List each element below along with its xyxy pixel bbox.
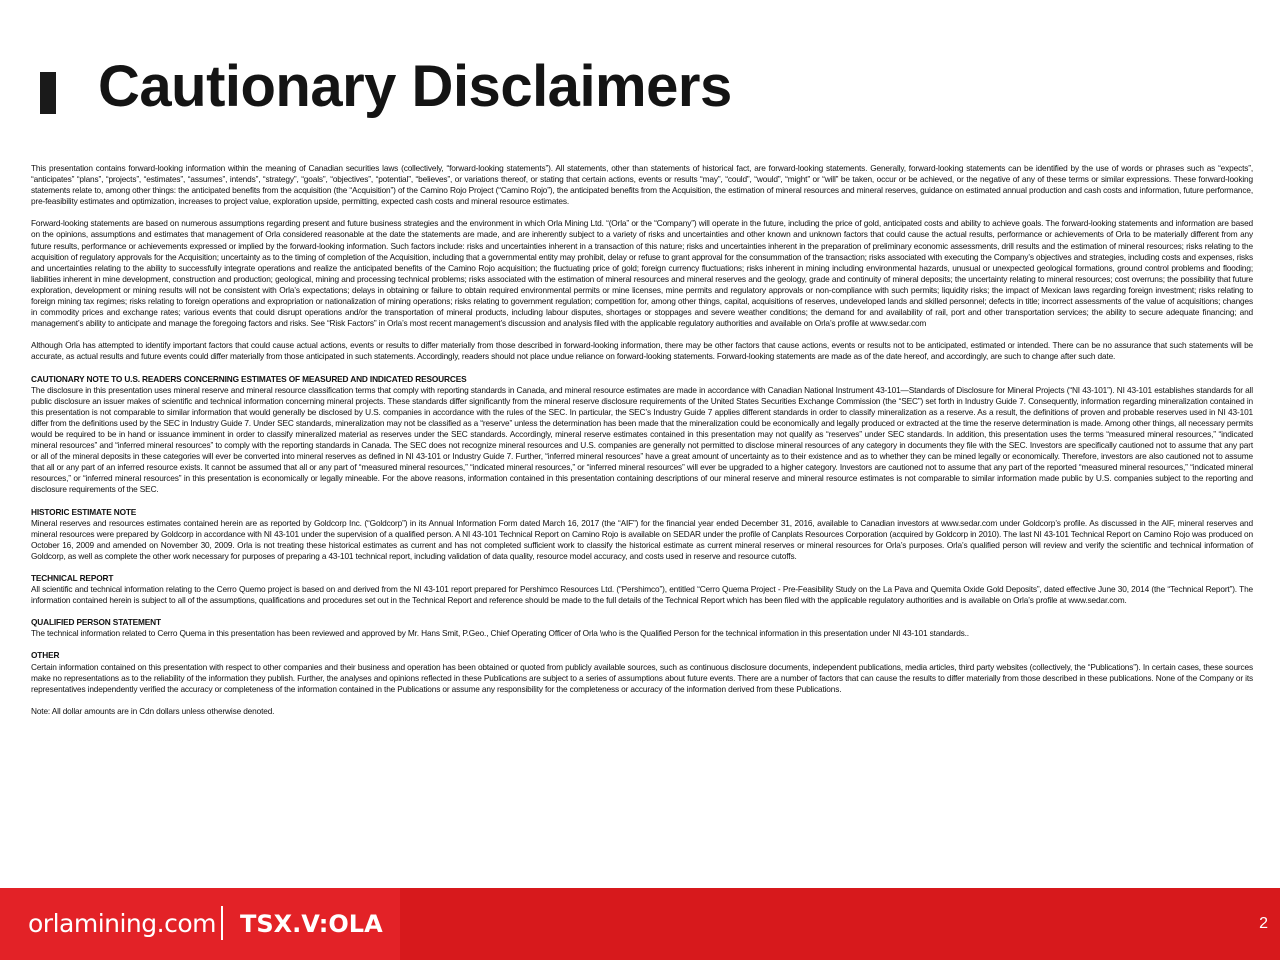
qualified-person-heading: QUALIFIED PERSON STATEMENT — [31, 617, 161, 628]
us-readers-heading: CAUTIONARY NOTE TO U.S. READERS CONCERNING ESTIMATES OF MEASURED AND INDICATED RESOURCES — [31, 373, 467, 384]
footer-bar — [0, 888, 1280, 960]
other-heading: OTHER — [31, 650, 60, 661]
currency-note: Note: All dollar amounts are in Cdn dollars unless otherwise denoted. — [31, 705, 275, 716]
page-title: Cautionary Disclaimers — [98, 54, 732, 119]
forward-looking-paragraph-1: This presentation contains forward-looking information within the meaning of Canadian securities laws (collectively, “forward-looking statements”). All statements, other than statements of historical fact, are forward-looking statements. Generally, forward-looking statements can be identified by the use of words or phrases such as “expects”, “anticipates” “plans”, “projects”, “estimates”, “assumes”, intends”, “strategy”, “goals”, “objectives”, “potential”, “believes”, or variations thereof, or stating that certain actions, events or results “may”, “could”, “would”, “might” or “will” be taken, occur or be achieved, or the negative of any of these terms or similar expressions. These forward-looking statements relate to, among other things: the anticipated benefits from the acquisition (the “Acquisition”) of the Camino Rojo Project (“Camino Rojo”), the anticipated benefits from the Acquisition, the estimation of mineral resources and mineral reserves, guidance on estimated annual production and cash costs and information, future performance, pre-feasibility estimates and optimization, increases to project value, exploration upside, permitting, expected cash costs and mineral resource estimates. — [31, 163, 1253, 207]
footer-website: orlamining.com — [28, 909, 216, 938]
technical-report-paragraph: All scientific and technical information relating to the Cerro Quemo project is based on and derived from the NI 43-101 report prepared for Pershimco Resources Ltd. (“Pershimco”), entitled “Cerro Quema Project - Pre-Feasibility Study on the La Pava and Quemita Oxide Gold Deposits”, dated effective June 30, 2014 (the “Technical Report”). The information contained herein is subject to all of the assumptions, qualifications and procedures set out in the Technical Report and reference should be made to the full details of the Technical Report which has been filed with the applicable regulatory authorities and is available on Orla’s profile at www.sedar.com. — [31, 584, 1253, 606]
us-readers-paragraph: The disclosure in this presentation uses mineral reserve and mineral resource classification terms that comply with reporting standards in Canada, and mineral resource estimates are made in accordance with Canadian National Instrument 43-101—Standards of Disclosure for Mineral Projects (“NI 43-101”). NI 43-101 establishes standards for all public disclosure an issuer makes of scientific and technical information concerning mineral projects. These standards differ significantly from the mineral reserve disclosure requirements of the United States Securities Exchange Commission (the “SEC”) set forth in Industry Guide 7. Consequently, information regarding mineralization contained in this presentation is not comparable to similar information that would generally be disclosed by U.S. companies in accordance with the rules of the SEC. In particular, the SEC’s Industry Guide 7 applies different standards in order to classify mineralization as a reserve. As a result, the definitions of proven and probable reserves used in NI 43-101 differ from the definitions used by the SEC in Industry Guide 7. Under SEC standards, mineralization may not be classified as a “reserve” unless the determination has been made that the mineralization could be economically and legally produced or extracted at the time the reserve determination is made. Among other things, all necessary permits would be required to be in hand or issuance imminent in order to classify mineralized material as reserves under the SEC standards. Accordingly, mineral reserve estimates contained in this presentation may not qualify as “reserves” under SEC standards. In addition, this presentation uses the terms “measured mineral resources,” “indicated mineral resources” and “inferred mineral resources” to comply with the reporting standards in Canada. The SEC does not recognize mineral resources and U.S. companies are generally not permitted to disclose mineral resources of any category in documents they file with the SEC. Investors are specifically cautioned not to assume that any part or all of the mineral deposits in these categories will ever be converted into mineral reserves as defined in NI 43-101 or Industry Guide 7. Further, “inferred mineral resources” have a great amount of uncertainty as to their existence and as to whether they can be mined legally or economically. Therefore, investors are also cautioned not to assume that all or any part of an inferred resource exists. It cannot be assumed that all or any part of “measured mineral resources,” “indicated mineral resources,” or “inferred mineral resources” will ever be upgraded to a higher category. Investors are cautioned not to assume that any part of the reported “measured mineral resources,” “indicated mineral resources,” or “inferred mineral resources” in this presentation is economically or legally mineable. For the above reasons, information contained in this presentation containing descriptions of our mineral reserve and mineral resource estimates is not comparable to similar information made public by U.S. companies subject to the reporting and disclosure requirements of the SEC. — [31, 384, 1253, 495]
technical-report-heading: TECHNICAL REPORT — [31, 573, 114, 583]
title-accent-bar — [40, 72, 56, 114]
historic-estimate-heading: HISTORIC ESTIMATE NOTE — [31, 506, 137, 517]
forward-looking-paragraph-3: Although Orla has attempted to identify important factors that could cause actual actions, events or results to differ materially from those described in forward-looking information, there may be other factors that cause actions, events or results not to be anticipated, estimated or intended. There can be no assurance that such statements will be accurate, as actual results and future events could differ materially from those anticipated in such statements. Accordingly, readers should not place undue reliance on forward-looking statements. Forward-looking statements are made as of the date hereof, and accordingly, are such to change after such date. — [31, 340, 1253, 362]
other-paragraph: Certain information contained on this presentation with respect to other companies and their business and operation has been obtained or quoted from publicly available sources, such as continuous disclosure documents, independent publications, media articles, third party websites (collectively, the “Publications”). In certain cases, these sources make no representations as to the reliability of the information they publish. Further, the analyses and opinions reflected in these Publications are subject to a series of assumptions about future events. There are a number of factors that can cause the results to differ materially from those described in these publications. None of the Company or its representatives independently verified the accuracy or completeness of the information contained in the Publications or assume any responsibility for the completeness or accuracy of the information derived from these Publications. — [31, 661, 1253, 694]
footer-divider — [221, 906, 223, 940]
page-number: 2 — [1259, 915, 1268, 932]
footer-ticker: TSX.V:OLA — [240, 910, 383, 938]
forward-looking-paragraph-2: Forward-looking statements are based on numerous assumptions regarding present and future business strategies and the environment in which Orla Mining Ltd. “(Orla” or the “Company”) will operate in the future, including the price of gold, anticipated costs and ability to achieve goals. The forward-looking statements and information are based on the opinions, assumptions and estimates that management of Orla considered reasonable at the date the statements are made, and are inherently subject to a variety of risks and uncertainties and other known and unknown factors that could cause the actual results, performance or achievements of Orla to be materially different from any future results, performance or achievements expressed or implied by the forward-looking information. Such factors include: risks and uncertainties inherent in a transaction of this nature; risks and uncertainties inherent in the preparation of preliminary economic assessments, drill results and the estimation of mineral resources; risks relating to the acquisition of regulatory approvals for the Acquisition; uncertainty as to the timing of completion of the Acquisition, including that a governmental entity may prohibit, delay or refuse to grant approval for the consummation of the transaction; risks associated with executing the Company’s objectives and strategies, including costs and expenses, risks and uncertainties relating to the ability to successfully integrate operations and realize the anticipated benefits of the Camino Rojo acquisition; the fluctuating price of gold; foreign currency fluctuations; risks inherent in mining including environmental hazards, unusual or unexpected geological formations, ground control problems and flooding; liabilities inherent in mine development, construction and production; geological, mining and processing technical problems; risks associated with the estimation of mineral resources and mineral reserves and the geology, grade and continuity of mineral deposits; the uncertainty relating to mineral resources; cost overruns; the possibility that future exploration, development or mining results will not be consistent with Orla’s expectations; delays in obtaining or failure to obtain required environmental permits or mine licenses, mine permits and regulatory approvals or non-compliance with such permits; liquidity risks; the impact of Mexican laws regarding foreign investment; risks relating to foreign mining tax regimes; risks relating to foreign operations and expropriation or nationalization of mining operations; risks relating to government regulation; competition for, among other things, capital, acquisitions of reserves, undeveloped lands and skilled personnel; defects in title; incorrect assessments of the value of acquisitions; changes in commodity prices and exchange rates; various events that could disrupt operations and/or the transportation of mineral products, including labour disputes, shortages or stoppages and severe weather conditions; the demand for and availability of rail, port and other transportation services; the ability to secure adequate financing; and management’s ability to anticipate and manage the foregoing factors and risks. See “Risk Factors” in Orla’s most recent management’s discussion and analysis filed with the applicable regulatory authorities and available on Orla’s profile at www.sedar.com — [31, 218, 1253, 329]
disclaimer-body — [31, 163, 1253, 728]
historic-estimate-paragraph: Mineral reserves and resources estimates contained herein are as reported by Goldcorp Inc. (“Goldcorp”) in its Annual Information Form dated March 16, 2017 (the “AIF”) for the financial year ended December 31, 2016, available to Canadian investors at www.sedar.com under Goldcorp’s profile. As discussed in the AIF, mineral reserves and mineral resources were prepared by Goldcorp in accordance with NI 43-101 under the supervision of a qualified person. A NI 43-101 Technical Report on Camino Rojo is available on SEDAR under the profile of Canplats Resources Corporation (acquired by Goldcorp in 2010). The last NI 43-101 Technical Report on Camino Rojo was produced on October 16, 2009 and amended on November 30, 2009. Orla is not treating these historical estimates as current and has not completed sufficient work to classify the historical estimate as current mineral reserves or mineral resources for Orla’s purposes. Orla’s qualified person will review and verify the scientific and technical information of Goldcorp, as well as complete the other work necessary for purposes of preparing a 43-101 technical report, including validation of data quality, resource model accuracy, and costs used in reserve and resource cutoffs. — [31, 517, 1253, 561]
qualified-person-paragraph: The technical information related to Cerro Quema in this presentation has been reviewed and approved by Mr. Hans Smit, P.Geo., Chief Operating Officer of Orla \who is the Qualified Person for the technical information in this presentation under NI 43-101 standards.. — [31, 628, 969, 639]
